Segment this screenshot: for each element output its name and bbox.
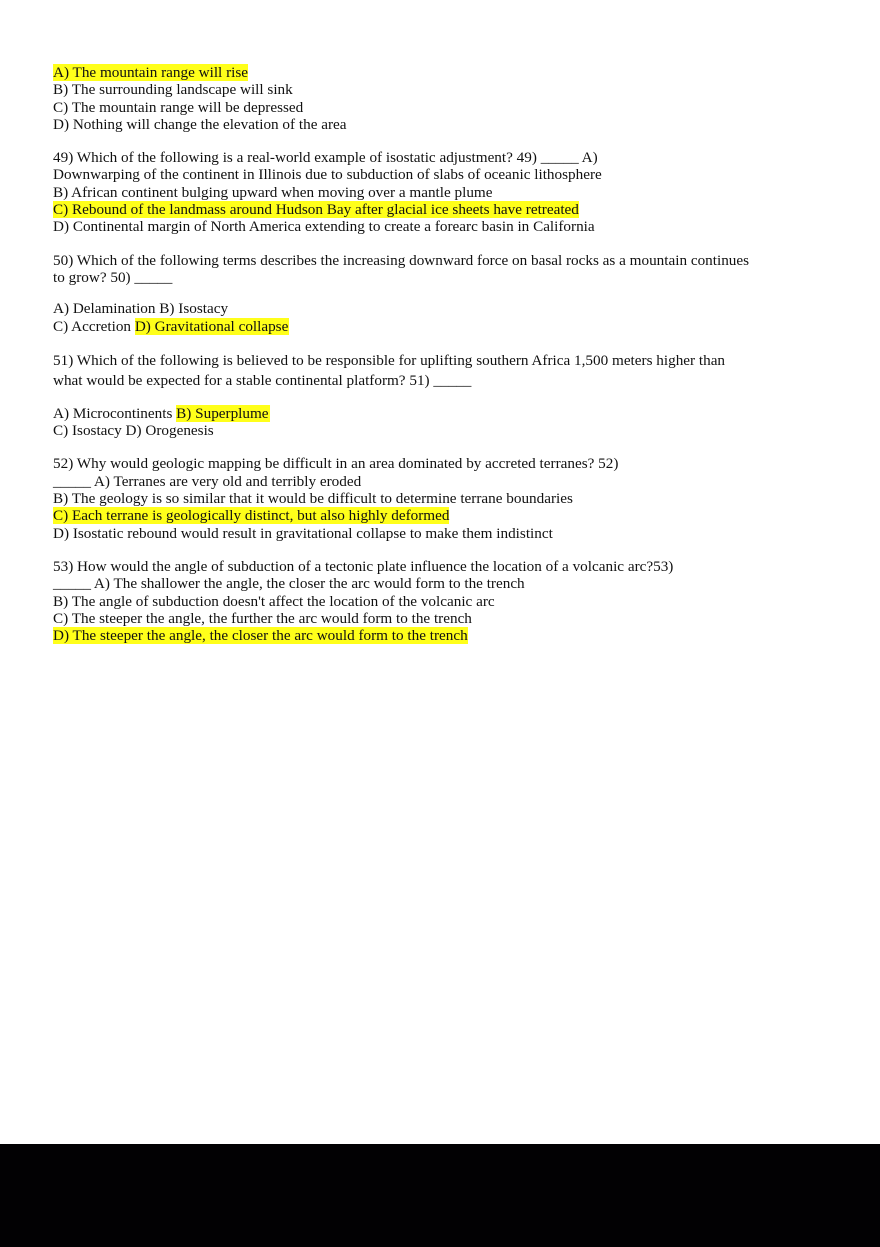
- question-49: [53, 149, 813, 235]
- spacer: [53, 335, 813, 351]
- q49-option-a: Downwarping of the continent in Illinois due to subduction of slabs of oceanic lithosphere: [53, 166, 602, 184]
- q53-option-a: _____ A) The shallower the angle, the closer the arc would form to the trench: [53, 575, 525, 593]
- q50-options-ab: A) Delamination B) Isostacy: [53, 300, 229, 318]
- q52-option-c: [53, 507, 813, 524]
- spacer: [53, 542, 813, 558]
- correct-answer-highlight: B) Superplume: [176, 404, 269, 422]
- q48-option-b: B) The surrounding landscape will sink: [53, 81, 293, 99]
- q50-question-line-2: to grow? 50) _____: [53, 268, 173, 286]
- q48-option-d: D) Nothing will change the elevation of the area: [53, 115, 347, 133]
- q51-options-ab: [53, 405, 813, 422]
- spacer: [53, 133, 813, 149]
- spacer: [53, 236, 813, 252]
- q52-option-a: _____ A) Terranes are very old and terribly eroded: [53, 472, 362, 490]
- q52-option-d: D) Isostatic rebound would result in gravitational collapse to make them indistinct: [53, 524, 553, 542]
- q50-question-line-1: 50) Which of the following terms describes the increasing downward force on basal rocks as a mountain continues: [53, 251, 750, 269]
- black-bottom-bar: [0, 1144, 880, 1247]
- q53-option-c: C) The steeper the angle, the further the arc would form to the trench: [53, 609, 472, 627]
- q52-question-line-1: 52) Why would geologic mapping be difficult in an area dominated by accreted terranes? 52): [53, 455, 619, 473]
- q51-option-a: A) Microcontinents: [53, 404, 173, 422]
- q48-option-c: C) The mountain range will be depressed: [53, 98, 304, 116]
- question-52: [53, 455, 813, 541]
- q49-option-c: [53, 201, 813, 218]
- q49-question-line-1: 49) Which of the following is a real-world example of isostatic adjustment? 49) _____ A): [53, 149, 598, 167]
- q51-question-line-1: 51) Which of the following is believed to be responsible for uplifting southern Africa 1,500 meters higher than: [53, 351, 726, 369]
- q53-option-b: B) The angle of subduction doesn't affect the location of the volcanic arc: [53, 592, 495, 610]
- q48-option-a: [53, 64, 813, 81]
- q53-option-d: [53, 627, 813, 644]
- correct-answer-highlight: A) The mountain range will rise: [53, 64, 248, 81]
- spacer: [53, 439, 813, 455]
- q53-question-line-1: 53) How would the angle of subduction of a tectonic plate influence the location of a volcanic arc?53): [53, 557, 674, 575]
- q49-option-d: D) Continental margin of North America extending to create a forearc basin in California: [53, 218, 595, 236]
- quiz-content: [53, 64, 813, 644]
- correct-answer-highlight: C) Rebound of the landmass around Hudson Bay after glacial ice sheets have retreated: [53, 201, 579, 219]
- q51-options-cd: C) Isostacy D) Orogenesis: [53, 422, 214, 440]
- q51-question-line-2: what would be expected for a stable continental platform? 51) _____: [53, 371, 472, 389]
- q50-options-cd: [53, 318, 813, 335]
- q52-option-b: B) The geology is so similar that it would be difficult to determine terrane boundaries: [53, 490, 573, 508]
- correct-answer-highlight: C) Each terrane is geologically distinct, but also highly deformed: [53, 507, 450, 525]
- correct-answer-highlight: D) The steeper the angle, the closer the arc would form to the trench: [53, 627, 468, 645]
- spacer: [53, 391, 813, 405]
- question-53: [53, 558, 813, 644]
- q49-option-b: B) African continent bulging upward when moving over a mantle plume: [53, 183, 493, 201]
- q50-option-c: C) Accretion: [53, 317, 132, 335]
- question-48-options: [53, 64, 813, 133]
- question-50: [53, 252, 813, 335]
- question-51: [53, 351, 813, 440]
- correct-answer-highlight: D) Gravitational collapse: [134, 317, 289, 335]
- spacer: [53, 286, 813, 300]
